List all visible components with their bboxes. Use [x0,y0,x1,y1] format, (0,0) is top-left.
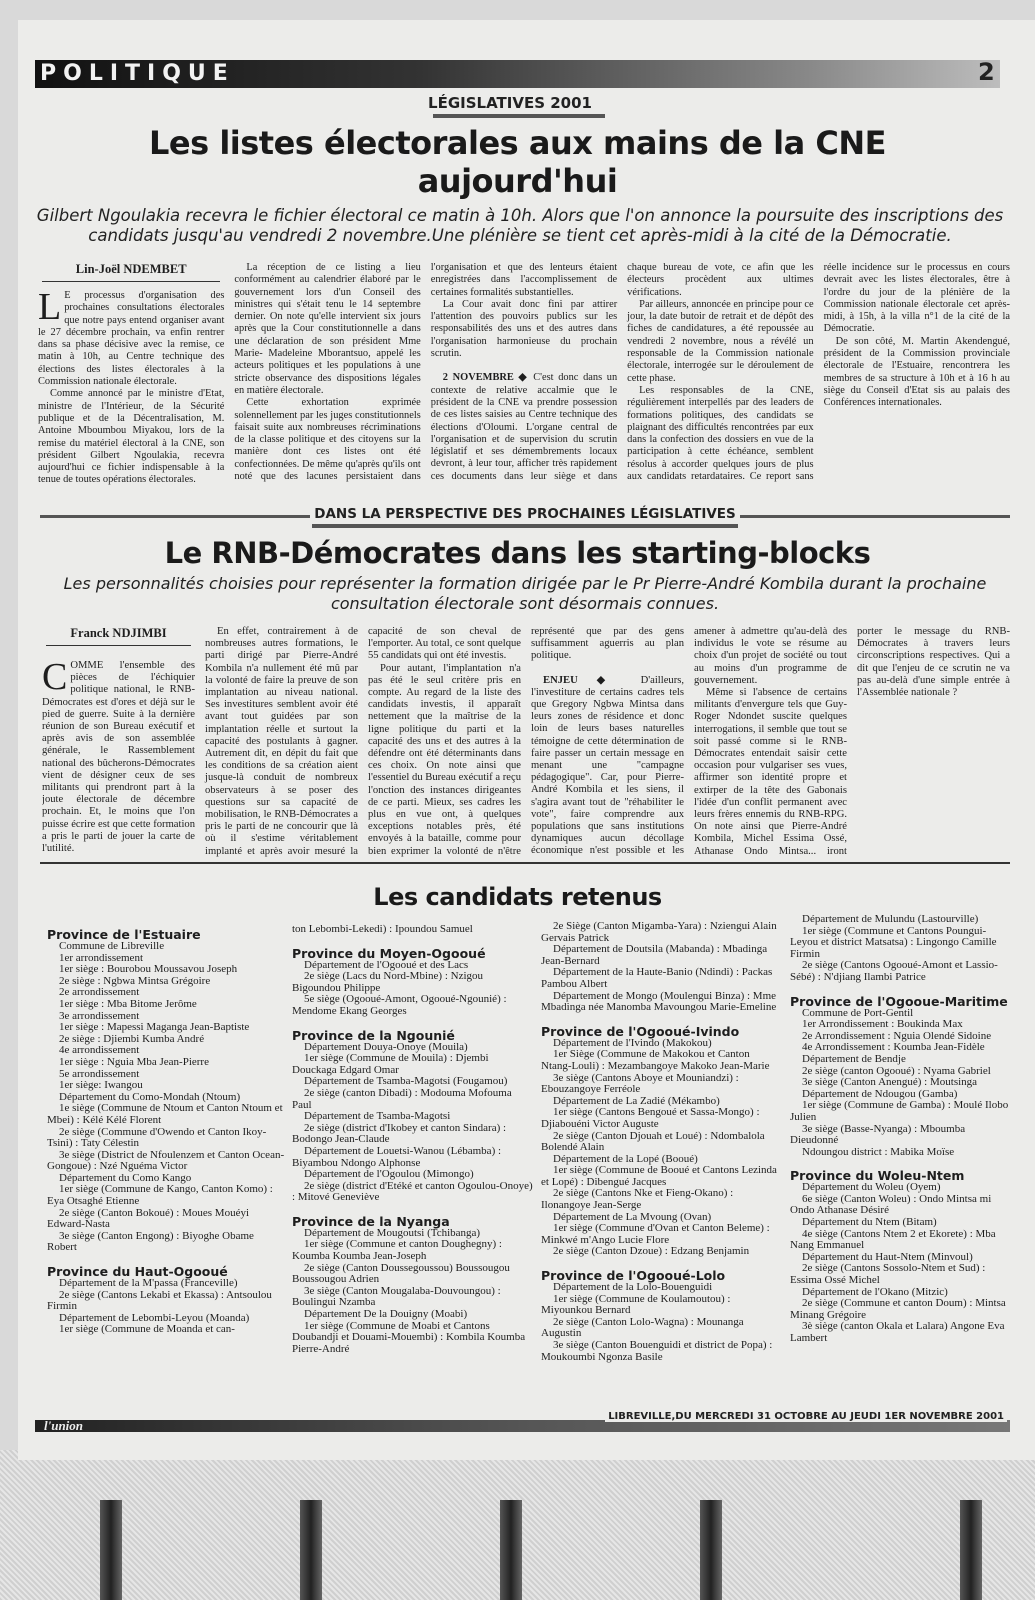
candidate-entry: Département de la M'passa (Franceville) [59,1277,238,1290]
candidate-entry: 2e siège (district d'Etéké et canton Ogoulou-Onoye) : Mitové Geneviève [292,1179,533,1204]
candidate-entry: Département du Ntem (Bitam) [802,1216,937,1229]
article2-paragraph: Même si l'absence de certains militants d'envergure tels que Guy-Roger Ndondet suscite quelques interrogations, il semble que tout se soit passé comme si le RNB-Démocrates entendait saisir cette occasion pour vulgariser ses vues, affirmer son identité propre et extirper de la tête des Gabonais l'idée d'un conflit permanent avec leurs frères ennemis du RNB-RPG. On note ainsi que Pierre-André Kombila, Michel Essima Ossé, Athanase Ondo Mintsa... iront porter le message du RNB-Démocrates à travers leurs circonscriptions respectives. Qui a dit que l'enjeu de ce scrutin ne va pas au-delà d'une simple entrée à l'Assemblée nationale ? [694,626,1010,857]
candidate-entry: Département de Tsamba-Magotsi [304,1110,451,1123]
candidate-entry: Département de Bendje [802,1052,906,1065]
candidate-entry: 5e siège (Ogooué-Amont, Ogooué-Ngounié) : Mendome Ekang Georges [292,993,507,1017]
candidate-entry: 2e siège (Cantons Ogooué-Amont et Lassio-Sébé) : N'djiang Ilambi Patrice [790,959,998,983]
candidate-entry: 5e arrondissement [59,1067,140,1080]
candidate-entry: Département de Mougoutsi (Tchibanga) [304,1226,481,1239]
article2-title: Le RNB-Démocrates dans les starting-blocks [164,536,871,570]
candidate-entry: 4e Arrondissement : Koumba Jean-Fidèle [802,1041,985,1054]
article2-paragraph: Pour autant, l'implantation n'a pas été le seul critère pris en compte. Au regard de la liste des candidats investis, il apparaît nettement que la maîtrise de la ligne politique du parti et la capacité des uns et des autres à la défendre ont été déterminants dans ces choix. On note ainsi que l'essentiel du Bureau exécutif a reçu l'onction des instances dirigeantes de ce parti. Mieux, ses cadres les plus en vue ont, à quelques exceptions notables près, été envoyés à la bataille, comme pour bien exprimer la volonté de n'être représenté que par des gens suffisamment aguerris au plan politique. [368,626,684,857]
candidate-entry: Département de Tsamba-Magotsi (Fougamou) [304,1075,508,1088]
candidate-entry: 2e siège (Cantons Nke et Fieng-Okano) : Ilonangoye Jean-Serge [541,1187,734,1212]
subhead: ENJEU ◆ [543,674,622,686]
binder-clip [500,1500,522,1600]
candidate-entry: 1er siège (Commune de Koulamoutou) : Miyounkou Bernard [541,1292,731,1317]
candidate-entry: Commune de Libreville [59,940,165,952]
candidate-entry: 1er siège (Commune de Moanda et can- [59,1323,235,1336]
candidate-entry: ton Lebombi-Lekedi) : Ipoundou Samuel [292,923,473,935]
candidate-entry: 1er siège (Commune d'Ovan et Canton Beleme) : Minkwé m'Ango Lucie Flore [541,1222,770,1246]
candidate-entry: Département de Doutsila (Mabanda) : Mbadinga Jean-Bernard [541,943,768,967]
article1-title-line1: Les listes électorales aux mains de la CNE [149,124,886,162]
candidate-entry: 2e siège (Cantons Sossolo-Ntem et Sud) : Essima Ossé Michel [790,1262,986,1287]
candidate-entry: 1er Siège (Commune de Makokou et Canton Ntang-Louli) : Mezambangoye Makoko Jean-Marie [541,1048,770,1072]
kicker-underline [433,114,605,118]
province-heading: Province de la Nyanga [292,1213,450,1229]
candidate-entry: Département de la Lolo-Bouenguidi [553,1281,713,1294]
article1-deck: Gilbert Ngoulakia recevra le fichier électoral ce matin à 10h. Alors que l'on annonce la poursuite des inscriptions des candidats jusqu'au vendredi 2 novembre.Une plénière se tient cet après-midi à la cité de la Démocratie. [36,206,1004,245]
kicker-rule-right [740,515,1010,518]
candidates-column [790,914,1012,1345]
candidate-entry: Département de La Zadié (Mékambo) [553,1094,720,1107]
article2-body [42,626,1010,858]
candidate-entry: Département de La Mvoung (Ovan) [553,1210,712,1223]
candidate-entry: 1er siège: Iwangou [59,1079,143,1092]
article1-paragraph: La réception de ce listing a lieu conformément au calendrier élaboré par le gouvernement lors d'un Conseil des ministres qui s'était tenu le 14 septembre dernier. On note qu'elle intervient six jours après que la Cour constitutionnelle a dans une déclaration de son président Mme Marie- Madeleine Mborantsuo, appelé les acteurs politiques et les populations à une stricte observance des dispositions légales en matière électorale. [234,262,421,396]
candidate-entry: Département De la Douigny (Moabi) [304,1308,468,1321]
candidate-entry: Département du Como-Mondah (Ntoum) [59,1090,241,1103]
article2-paragraph [42,656,195,855]
candidate-entry: Département de l'Ogooué et des Lacs [304,958,469,971]
candidate-entry: 2e siège (Canton Dzoue) : Edzang Benjamin [553,1245,750,1258]
drop-cap: C [42,656,68,698]
binder-clip [300,1500,322,1600]
candidate-entry: 1er siège : Bourobou Moussavou Joseph [59,963,238,976]
candidate-entry: 2e siège (Commune d'Owendo et Canton Ikoy-Tsini) : Taty Célestin [47,1125,267,1150]
section-label: POLITIQUE [40,61,235,86]
candidate-entry: 1e siège (Commune de Ntoum et Canton Ntoum et Mbei) : Kélé Kélé Florent [47,1102,283,1126]
article2-deck: Les personnalités choisies pour représenter la formation dirigée par le Pr Pierre-André Kombila durant la prochaine consultation électorale sont désormais connues. [63,574,987,613]
candidates-column [292,924,534,1355]
candidate-entry: 2e siège (Canton Bokoué) : Moues Mouéyi Edward-Nasta [47,1206,250,1231]
candidate-entry: 2e siège (Canton Djouah et Loué) : Ndombalola Bolendé Alain [541,1129,765,1154]
candidate-entry: 1er siège : Mapessi Maganga Jean-Baptiste [59,1021,250,1034]
candidate-entry: 1er siège (Commune et canton Doughegny) : Koumba Koumba Jean-Joseph [292,1238,502,1263]
candidate-entry: 3e siège (Canton Bouenguidi et district de Popa) : Moukoumbi Ngonza Basile [541,1339,773,1363]
province-heading: Province de l'Ogooué-Ivindo [541,1023,740,1039]
candidate-entry: 2e siège : Ngbwa Mintsa Grégoire [59,974,211,987]
candidate-entry: 1er Arrondissement : Boukinda Max [802,1018,963,1031]
candidate-entry: 1er siège (Cantons Bengoué et Sassa-Mongo) : Djiabouéni Victor Auguste [541,1106,760,1130]
article1-paragraph: Comme annoncé par le ministre d'Etat, ministre de l'Intérieur, de la Sécurité publique et de la Décentralisation, M. Antoine Mboumbou Miyakou, lors de la remise du matériel électoral à la CNE, son président Gilbert Ngoulakia, recevra aujourd'hui ce fichier indispensable à la tenue de toutes opérations électorales. [38,388,225,486]
province-heading: Province de l'Estuaire [47,927,201,942]
candidates-column [47,928,285,1336]
candidate-entry: 2e siège : Djiembi Kumba André [59,1032,205,1045]
candidate-entry: 1er siège : Mba Bitome Jerôme [59,997,197,1010]
candidate-entry: 2e siège (canton Dibadi) : Modouma Mofouma Paul [292,1086,512,1111]
candidate-entry: 1er arrondissement [59,951,143,964]
province-heading: Province de la Ngounié [292,1027,455,1043]
article1-title [0,124,1035,200]
page-number: 2 [978,58,995,86]
candidate-entry: 3e siège (Basse-Nyanga) : Mboumba Dieudonné [790,1122,966,1147]
paragraph-text: C'est donc dans un contexte de relative accalmie que le président de la CNE va prendre possession de ces listes saisies au Centre technique des élections d'Oloumi. L'organe central de l'organisation et de supervision du scrutin législatif et ses démembrements locaux devront, à leur tour, afficher très rapidement ces documents dans leur siège et dans chaque bureau de vote, ce afin que les électeurs procèdent aux ultimes vérifications. [430,262,814,482]
candidate-entry: Département de la Lopé (Booué) [553,1152,698,1165]
candidate-entry: 1er siège (Commune de Mouila) : Djembi Douckaga Edgard Omar [292,1052,489,1076]
binder-clip [960,1500,982,1600]
candidate-entry: 2e siège (Canton Lolo-Wagna) : Mounanga Augustin [541,1315,744,1340]
article1-byline: Lin-Joël NDEMBET [42,262,220,282]
candidate-entry: Département de la Haute-Banio (Ndindi) : Packas Pambou Albert [541,966,773,990]
candidate-entry: 1er siège (Commune de Moabi et Cantons Doubandji et Douami-Mouembi) : Kombila Koumba Pierre-André [292,1319,526,1355]
dateline: LIBREVILLE,DU MERCREDI 31 OCTOBRE AU JEUDI 1ER NOVEMBRE 2001 [605,1411,1007,1422]
candidate-entry: Département de l'Ogoulou (Mimongo) [304,1168,474,1181]
candidate-entry: 1er siège (Commune de Booué et Cantons Lezinda et Lopé) : Dibengué Jacques [541,1164,777,1188]
article2-paragraph: En effet, contrairement à de nombreuses autres formations, le parti dirigé par Pierre-André Kombila n'a nullement été mû par la volonté de faire la preuve de son implantation au niveau national. Ses investitures semblent avoir été avant tout guidées par son implantation réelle et surtout la capacité des postulants à gagner. Autrement dit, en dépit du fait que les conditions de sa création aient jusque-là conduit de nombreux observateurs à se poser des questions sur sa capacité de mobilisation, le RNB-Démocrates a pris le parti de ne concourir que là où il s'estime véritablement implanté et après avoir mesuré la capacité de son cheval de l'emporter. Au total, ce sont quelque 55 candidats qui ont été investis. [205,626,521,857]
candidate-entry: Département de Ndougou (Gamba) [802,1087,958,1100]
candidate-entry: 3e siège (Cantons Aboye et Mouniandzi) : Ebouzangoye Ferréole [541,1071,739,1096]
candidate-entry: 3e siège (Canton Anengué) : Moutsinga [802,1076,978,1089]
candidate-entry: Département de Louetsi-Wanou (Lébamba) : Biyambou Ndongo Alphonse [292,1144,502,1169]
province-heading: Province du Woleu-Ntem [790,1168,965,1184]
paragraph-text: OMME l'ensemble des pièces de l'échiquier politique national, le RNB-Démocrates est d'ores et déjà sur le pied de guerre. Suite à la dernière réunion de son Bureau exécutif et après avis de son assemblée générale, le Rassemblement national des bûcherons-Démocrates vient de désigner ceux de ses militants qui prendront part à la joute électorale de décembre prochain. Et, le moins que l'on puisse écrire est que cette formation a pris le parti de jouer la carte de l'utilité. [42,660,195,855]
candidate-entry: 1er siège (Commune de Kango, Canton Komo) : Eya Otsaghé Etienne [47,1183,273,1208]
candidate-entry: Département de Mongo (Moulengui Binza) : Mme Mbadinga née Manomba Mavoungou Marie-Emeline [541,989,777,1014]
candidate-entry: Département du Woleu (Oyem) [802,1181,941,1194]
article1-body [38,262,1010,487]
article1-title-line2: aujourd'hui [417,162,618,200]
province-heading: Province du Haut-Ogooué [47,1264,228,1280]
article1-kicker: LÉGISLATIVES 2001 [428,94,592,112]
paragraph-text: D'ailleurs, l'investiture de certains cadres tels que Gregory Ngbwa Mintsa dans leurs zones de résidence et donc loin de leurs bases naturelles témoigne de cette détermination de faire passer un certain message en menant une "campagne pédagogique". Car, pour Pierre-André Kombila et les siens, il s'agira avant tout de "réhabiliter le vote", faire comprendre aux populations que sans institutions dynamiques aucun décollage économique n'est possible et les amener à admettre qu'au-delà des individus le vote se résume au choix d'un projet de société ou tout au moins d'un programme de gouvernement. [531,626,847,857]
binder-clip [100,1500,122,1600]
candidates-title: Les candidats retenus [373,883,662,911]
candidate-entry: 3e siège (District de Nfoulenzem et Canton Ocean-Gongoue) : Nzé Nguéma Victor [47,1148,285,1173]
article1-paragraph: Par ailleurs, annoncée en principe pour ce jour, la date butoir de retrait et de dépôt des fiches de candidatures, a été repoussée au vendredi 2 novembre, nous a révélé un responsable de la Commission nationale électorale, interrogée sur le déroulement de cette phase. [627,298,814,384]
article1-paragraph: La Cour avait donc fini par attirer l'attention des pouvoirs publics sur les responsabilités des uns et des autres dans l'organisation harmonieuse du prochain scrutin. [430,298,618,360]
candidate-entry: 3e arrondissement [59,1009,140,1022]
drop-cap: L [38,286,62,328]
article1-paragraph: Les responsables de la CNE, régulièrement interpellés par des leaders de formations politiques, des candidats se plaignant des difficultés rencontrées par eux dans la confection des dossiers en vue de la participation à cette échéance, semblent résolus à accorder quelques jours de plus aux candidats retardataires. Ce report sans réelle incidence sur le processus en cours devrait avec les listes électorales, être à l'ordre du jour de la plénière de la Commission nationale électorale cet après-midi, à 15h, à la villa n°1 de la cité de la Démocratie. [627,262,1010,483]
candidate-entry: Département du Como Kango [59,1171,192,1184]
candidate-entry: 3è siège (canton Okala et Lalara) Angone Eva Lambert [790,1320,1005,1344]
candidate-entry: Département de Mulundu (Lastourville) [802,913,979,925]
candidate-entry: 4e siège (Cantons Ntem 2 et Ekorete) : Mba Nang Emmanuel [790,1227,996,1252]
binder-clip [700,1500,722,1600]
candidate-entry: 1er siège (Commune et Cantons Poungui-Leyou et district Matsatsa) : Lingongo Camille Firmin [790,924,997,960]
candidate-entry: 2e Arrondissement : Nguia Olendé Sidoine [802,1029,992,1042]
candidate-entry: Département de l'Okano (Mitzic) [802,1285,948,1298]
candidate-entry: 2e arrondissement [59,986,140,999]
candidates-column [541,921,783,1363]
article2-kicker: DANS LA PERSPECTIVE DES PROCHAINES LÉGISLATIVES [314,506,736,522]
candidate-entry: 2e siège (Commune et canton Doum) : Mintsa Minang Grégoire [790,1297,1006,1321]
candidate-entry: Département du Haut-Ntem (Minvoul) [802,1250,973,1263]
candidate-entry: Département de Lebombi-Leyou (Moanda) [59,1311,250,1324]
article2-byline: Franck NDJIMBI [46,626,191,646]
article1-paragraph: De son côté, M. Martin Akendengué, président de la Commission provinciale électorale de l'Estuaire, rencontrera les membres de sa structure à 10h et à 16 h au siège du Conseil d'Etat sis au palais des Conférences internationales. [823,335,1010,409]
candidate-entry: 6e siège (Canton Woleu) : Ondo Mintsa mi Ondo Athanase Désiré [790,1192,992,1217]
candidate-entry: Commune de Port-Gentil [802,1006,914,1019]
kicker-rule-left [40,515,310,518]
candidate-entry: Ndoungou district : Mabika Moïse [802,1145,955,1158]
province-heading: Province du Moyen-Ogooué [292,945,486,961]
section-divider [40,862,1010,864]
province-heading: Province de l'Ogooué-Lolo [541,1268,726,1284]
candidate-entry: 3e siège (Canton Engong) : Biyoghe Obame Robert [47,1229,254,1254]
candidate-entry: 3e siège (Canton Mougalaba-Douvoungou) : Boulingui Nzamba [292,1284,501,1309]
candidate-entry: 2e siège (district d'Ikobey et canton Sindara) : Bodongo Jean-Claude [292,1121,507,1146]
candidate-entry: 4e arrondissement [59,1044,140,1057]
candidate-entry: 2e siège (Cantons Lekabi et Ekassa) : Antsoulou Firmin [47,1288,272,1313]
candidate-entry: 2e Siège (Canton Migamba-Yara) : Nziengui Alain Gervais Patrick [541,920,777,944]
candidate-entry: 1er siège (Commune de Gamba) : Moulé Ilobo Julien [790,1099,1009,1123]
paragraph-text: E processus d'organisation des prochaines consultations électorales que notre pays entend organiser avant le 27 décembre prochain, va enfin rentrer dans sa phase décisive avec la remise, ce matin à 10h, au Centre technique des élections des listes électorales à la Commission nationale électorale. [38,290,225,388]
article1-paragraph: Cette exhortation exprimée solennellement par les juges constitutionnels faisait suite aux nombreuses récriminations de la classe politique et des citoyens sur la manière dont ces listes ont été confectionnées. De même qu'après qu'ils ont noté que des lacunes persistaient dans l'organisation et que des lenteurs étaient enregistrées dans l'accomplissement de certaines formalités substantielles. [234,262,618,483]
kicker-underline [312,524,738,528]
newspaper-logo: l'union [44,1418,84,1433]
article1-paragraph [38,286,225,388]
candidate-entry: 2e siège (Lacs du Nord-Mbine) : Nzigou Bigoundou Philippe [292,970,484,994]
candidate-entry: Département Douya-Onoye (Mouila) [304,1040,468,1053]
province-heading: Province de l'Ogooue-Maritime [790,993,1008,1009]
candidate-entry: Département de l'Ivindo (Makokou) [553,1036,712,1049]
candidate-entry: 2e siège (Canton Doussegoussou) Boussougou Boussougou Adrien [292,1261,510,1286]
subhead: 2 NOVEMBRE ◆ [442,372,529,384]
candidate-entry: 1er siège : Nguia Mba Jean-Pierre [59,1055,209,1068]
candidate-entry: 2e siège (canton Ogooué) : Nyama Gabriel [802,1064,991,1077]
